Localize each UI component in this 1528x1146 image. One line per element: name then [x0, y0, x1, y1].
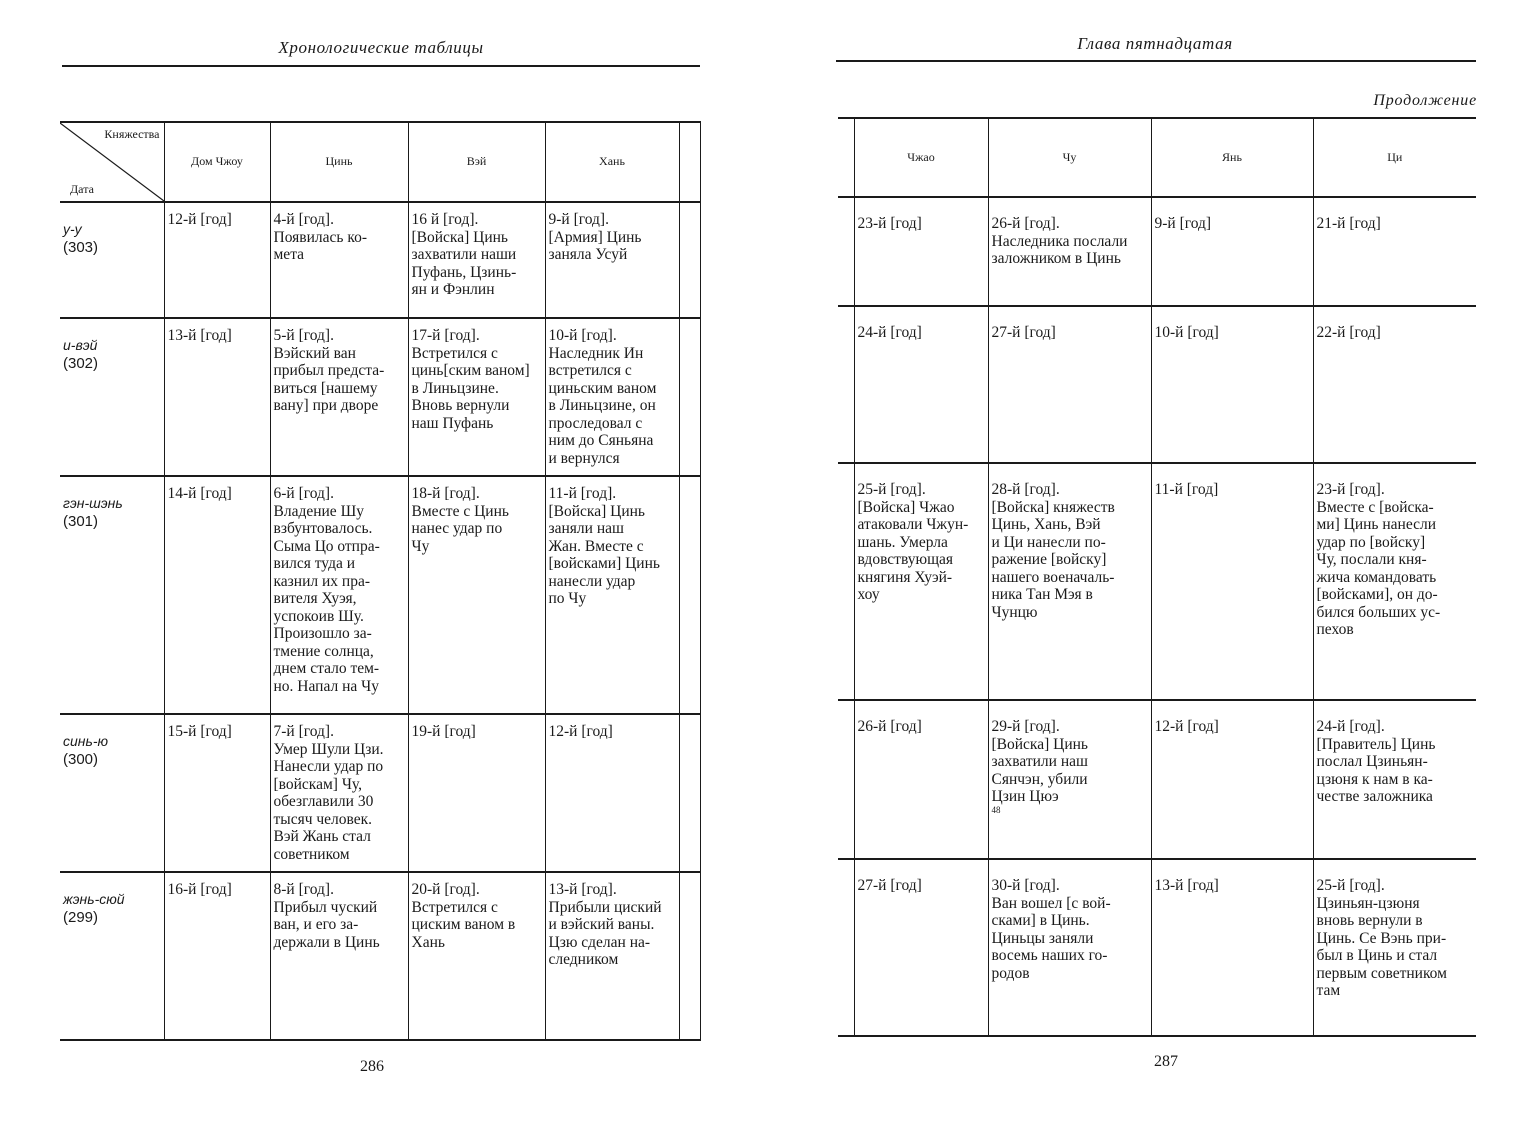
column-filler [679, 714, 700, 872]
table-cell [164, 872, 270, 1040]
column-header: Вэй [408, 122, 545, 202]
cyclical-date: синь-ю [63, 733, 109, 749]
table-cell [408, 202, 545, 318]
cell-text: 17-й [год]. Встретился с цинь[ским ваном] в Линьцзине. Вновь вернули наш Пуфань [411, 327, 530, 432]
table-cell [545, 476, 679, 714]
column-filler [679, 872, 700, 1040]
column-header: Янь [1151, 118, 1313, 197]
cell-text: 14-й [год] [167, 485, 232, 502]
table-cell [988, 700, 1151, 859]
column-filler [838, 700, 854, 859]
table-cell [1313, 700, 1476, 859]
header-rule [836, 60, 1476, 62]
cell-text: 11-й [год] [1154, 481, 1219, 498]
cell-text: 10-й [год]. Наследник Ин встретился с циньским ваном в Линьцзине, он проследовал с ним до Сяньяна и вернулся [548, 327, 657, 467]
table-cell [270, 872, 408, 1040]
table-cell [270, 202, 408, 318]
cell-text: 18-й [год]. Вместе с Цинь нанес удар по Чу [411, 485, 509, 555]
table-cell [408, 714, 545, 872]
cell-text: 12-й [год] [1154, 718, 1219, 735]
table-cell [1151, 197, 1313, 306]
cell-text: 8-й [год]. Прибыл чуский ван, и его за- держали в Цинь [273, 881, 380, 951]
column-header: Дом Чжоу [164, 122, 270, 202]
table-row [60, 872, 700, 1040]
table-row [838, 197, 1476, 306]
table-cell [988, 197, 1151, 306]
date-year: (303) [63, 238, 99, 256]
date-cell [60, 476, 164, 714]
column-filler [679, 202, 700, 318]
corner-label-states: Княжества [104, 127, 160, 141]
table-cell [408, 318, 545, 476]
cell-text: 27-й [год] [991, 324, 1056, 341]
column-filler [679, 476, 700, 714]
corner-label-date: Дата [70, 181, 94, 196]
cell-text: 13-й [год] [1154, 877, 1219, 894]
table-row [60, 476, 700, 714]
table-cell [988, 859, 1151, 1036]
page-number: 286 [360, 1058, 384, 1075]
date-cell [60, 318, 164, 476]
table-cell [545, 872, 679, 1040]
cell-text: 23-й [год] [857, 215, 922, 232]
continuation-label: Продолжение [1373, 92, 1477, 109]
column-filler [838, 859, 854, 1036]
table-cell [164, 202, 270, 318]
table-cell [1313, 197, 1476, 306]
cell-text: 29-й [год]. [Войска] Цинь захватили наш Сянчэн, убили Цзин Цюэ [991, 718, 1088, 805]
table-header-row [60, 122, 700, 202]
cell-text: 15-й [год] [167, 723, 232, 740]
column-header: Цинь [270, 122, 408, 202]
cell-text: 30-й [год]. Ван вошел [с вой- сками] в Цинь. Циньцы заняли восемь наших го- родов [991, 877, 1111, 982]
table-cell [1313, 306, 1476, 463]
cell-text: 12-й [год] [548, 723, 613, 740]
table-cell [545, 714, 679, 872]
date-cell [60, 872, 164, 1040]
running-head: Глава пятнадцатая [1077, 34, 1233, 53]
column-filler [679, 122, 700, 202]
column-filler [679, 318, 700, 476]
cell-text: 23-й [год]. Вместе с [войска- ми] Цинь нанесли удар по [войску] Чу, послали кня- жича командовать [войсками], он до- бился больших ус- пехов [1316, 481, 1441, 638]
table-row [60, 202, 700, 318]
cell-text: 13-й [год] [167, 327, 232, 344]
cyclical-date: и-вэй [63, 337, 98, 353]
table-cell [1151, 306, 1313, 463]
date-cell [60, 714, 164, 872]
table-cell [854, 306, 988, 463]
cell-text: 12-й [год] [167, 211, 232, 228]
cell-text: 9-й [год]. [Армия] Цинь заняла Усуй [548, 211, 642, 263]
cell-text: 7-й [год]. Умер Шули Цзи. Нанесли удар по [войскам] Чу, обезглавили 30 тысяч человек. Вэй Жань стал советником [273, 723, 384, 863]
cyclical-date: жэнь-сюй [63, 891, 125, 907]
table-cell [1151, 859, 1313, 1036]
table-cell [1151, 700, 1313, 859]
table-row [838, 859, 1476, 1036]
table-cell [1313, 859, 1476, 1036]
table-row [60, 714, 700, 872]
cell-text: 20-й [год]. Встретился с циским ваном в Хань [411, 881, 516, 951]
table-cell [854, 859, 988, 1036]
table-cell [270, 714, 408, 872]
column-filler [838, 463, 854, 700]
table-cell [1313, 463, 1476, 700]
table-cell [854, 700, 988, 859]
cell-text: 26-й [год]. Наследника послали заложником в Цинь [991, 215, 1128, 267]
table-cell [164, 318, 270, 476]
cell-text: 5-й [год]. Вэйский ван прибыл предста- виться [нашему вану] при дворе [273, 327, 385, 414]
column-filler [838, 306, 854, 463]
table-cell [164, 714, 270, 872]
table-cell [854, 463, 988, 700]
table-cell [1151, 463, 1313, 700]
column-header: Ци [1313, 118, 1476, 197]
column-header: Чу [988, 118, 1151, 197]
cell-text: 25-й [год]. Цзиньян-цзюня вновь вернули в Цинь. Се Вэнь при- был в Цинь и стал первым советником там [1316, 877, 1447, 999]
cell-text: 16-й [год] [167, 881, 232, 898]
chronology-table-right [838, 117, 1476, 1037]
table-cell [164, 476, 270, 714]
chronology-table-left [60, 121, 701, 1041]
cell-text: 10-й [год] [1154, 324, 1219, 341]
table-cell [408, 476, 545, 714]
date-year: (300) [63, 750, 99, 768]
table-cell [270, 476, 408, 714]
table-cell [988, 463, 1151, 700]
cell-text: 24-й [год] [857, 324, 922, 341]
table-cell [408, 872, 545, 1040]
cyclical-date: гэн-шэнь [63, 495, 123, 511]
page-number: 287 [1154, 1053, 1178, 1070]
table-header-row [838, 118, 1476, 197]
table-row [838, 306, 1476, 463]
cell-text: 6-й [год]. Владение Шу взбунтовалось. Сыма Цо отпра- вился туда и казнил их пра- вителя Хуэя, успокоив Шу. Произошло за- тмение солнца, днем стало тем- но. Напал на Чу [273, 485, 380, 695]
corner-header-cell [60, 122, 164, 202]
column-header: Хань [545, 122, 679, 202]
table-cell [545, 318, 679, 476]
cell-text: 21-й [год] [1316, 215, 1381, 232]
header-rule [62, 65, 700, 67]
cell-text: 24-й [год]. [Правитель] Цинь послал Цзиньян- цзюня к нам в ка- честве заложника [1316, 718, 1436, 805]
cell-text: 13-й [год]. Прибыли циский и вэйский ваны. Цзю сделан на- следником [548, 881, 662, 968]
running-head: Хронологические таблицы [278, 38, 484, 57]
cell-text: 19-й [год] [411, 723, 476, 740]
date-year: (302) [63, 354, 99, 372]
date-year: (299) [63, 908, 99, 926]
cell-text: 11-й [год]. [Войска] Цинь заняли наш Жан. Вместе с [войсками] Цинь нанесли удар по Чу [548, 485, 660, 607]
table-cell [854, 197, 988, 306]
column-filler [838, 197, 854, 306]
cell-text: 27-й [год] [857, 877, 922, 894]
column-header: Чжао [854, 118, 988, 197]
cell-text: 22-й [год] [1316, 324, 1381, 341]
table-row [60, 318, 700, 476]
table-cell [545, 202, 679, 318]
table-cell [988, 306, 1151, 463]
cell-text: 28-й [год]. [Войска] княжеств Цинь, Хань, Вэй и Ци нанесли по- ражение [войску] нашего военачаль- ника Тан Мэя в Чунцю [991, 481, 1115, 621]
cell-text: 9-й [год] [1154, 215, 1212, 232]
date-year: (301) [63, 512, 99, 530]
cell-text: 4-й [год]. Появилась ко- мета [273, 211, 367, 263]
table-row [838, 700, 1476, 859]
cell-text: 25-й [год]. [Войска] Чжао атаковали Чжун- шань. Умерла вдовствующая княгиня Хуэй- хоу [857, 481, 969, 603]
column-filler [838, 118, 854, 197]
cell-text: 26-й [год] [857, 718, 922, 735]
table-cell [270, 318, 408, 476]
cyclical-date: у-у [63, 221, 82, 237]
table-row [838, 463, 1476, 700]
cell-text: 16 й [год]. [Войска] Цинь захватили наши Пуфань, Цзинь- ян и Фэнлин [411, 211, 517, 298]
date-cell [60, 202, 164, 318]
footnote-mark: 48 [991, 804, 1001, 815]
